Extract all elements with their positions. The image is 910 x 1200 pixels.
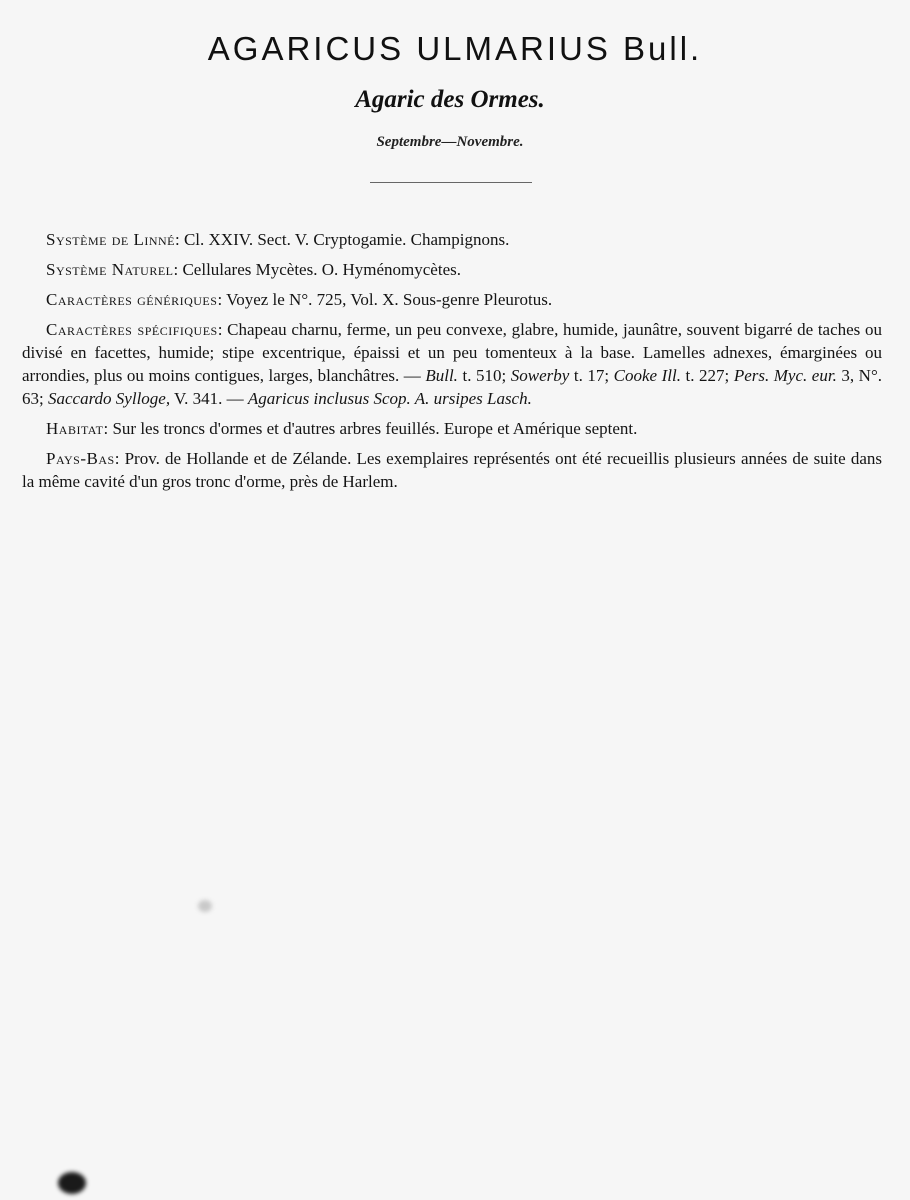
page-title: AGARICUS ULMARIUS Bull. — [207, 30, 703, 67]
page-subtitle: Agaric des Ormes. — [355, 86, 545, 113]
paragraph-lead: Système de Linné — [46, 230, 175, 249]
reference-italic: Bull. — [425, 366, 458, 385]
reference-italic: Pers. Myc. eur. — [733, 366, 837, 385]
paragraph-linne — [22, 228, 882, 251]
paragraph-naturel — [22, 258, 882, 281]
paragraph-lead: Habitat — [46, 419, 104, 438]
ink-blot — [58, 1172, 86, 1194]
paragraph-text: : Voyez le N°. 725, Vol. X. Sous-genre Pleurotus. — [217, 290, 553, 309]
paragraph-pays-bas — [22, 447, 882, 493]
reference-text: 3, N°. 63; — [22, 366, 883, 408]
paragraph-text: : Chapeau charnu, ferme, un peu convexe, glabre, humide, jaunâtre, souvent bigarré de taches ou divisé en facettes, humide; stipe excentrique, épaissi et un peu tomenteux à la base. Lamelles adnexes, émarginées ou arrondies, plus ou moins contigues, larges, blanchâtres. — — [22, 320, 882, 385]
paragraph-generiques — [22, 288, 882, 311]
paragraph-specifiques — [22, 318, 882, 410]
paragraph-habitat — [22, 417, 882, 440]
paragraph-lead: Pays-Bas — [46, 449, 115, 468]
reference-italic: Agaricus inclusus Scop. A. ursipes Lasch. — [247, 389, 532, 408]
reference-text: t. 227; — [680, 366, 734, 385]
paragraph-text: : Prov. de Hollande et de Zélande. Les exemplaires représentés ont été recueillis plusieurs années de suite dans la même cavité d'un gros tronc d'orme, près de Harlem. — [22, 449, 882, 491]
paper-stain — [198, 900, 212, 912]
description-body — [22, 228, 882, 500]
reference-italic: Cooke Ill. — [613, 366, 681, 385]
reference-text: t. 17; — [569, 366, 614, 385]
reference-text: t. 510; — [457, 366, 511, 385]
reference-text: V. 341. — — [170, 389, 248, 408]
season-period: Septembre—Novembre. — [376, 134, 524, 150]
reference-italic: Sowerby — [510, 366, 570, 385]
paragraph-text: : Sur les troncs d'ormes et d'autres arbres feuillés. Europe et Amérique septent. — [103, 419, 638, 438]
paragraph-text: : Cellulares Mycètes. O. Hyménomycètes. — [173, 260, 461, 279]
paragraph-text: : Cl. XXIV. Sect. V. Cryptogamie. Champignons. — [175, 230, 510, 249]
divider-rule — [370, 182, 532, 183]
reference-italic: Saccardo Sylloge, — [47, 389, 171, 408]
paragraph-lead: Système Naturel — [46, 260, 174, 279]
paragraph-lead: Caractères spécifiques — [46, 320, 218, 339]
paragraph-lead: Caractères génériques — [46, 290, 218, 309]
